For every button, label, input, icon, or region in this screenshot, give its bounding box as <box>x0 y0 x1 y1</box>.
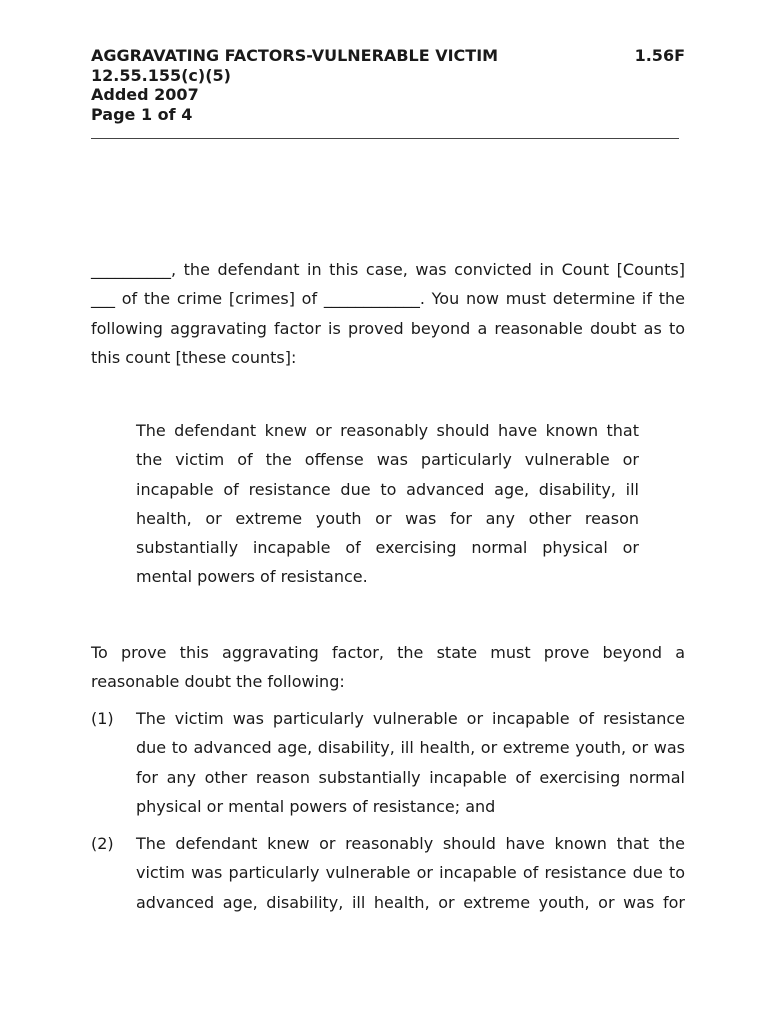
instruction-title: AGGRAVATING FACTORS-VULNERABLE VICTIM <box>91 46 499 65</box>
list-item-number: (2) <box>91 834 114 853</box>
statute-reference: 12.55.155(c)(5) <box>91 65 231 85</box>
added-date: Added 2007 <box>91 85 199 104</box>
list-item-number: (1) <box>91 709 114 728</box>
header-divider <box>91 138 679 139</box>
instruction-number: 1.56F <box>634 46 685 65</box>
list-item-text: The defendant knew or reasonably should have known that the victim was particularly vulnerable or incapable of resistance due to advanced age, disability, ill health, or extreme youth, or was for <box>136 834 685 912</box>
prove-intro-paragraph: To prove this aggravating factor, the state must prove beyond a reasonable doubt the following: <box>91 643 685 692</box>
aggravating-factor-quote: The defendant knew or reasonably should have known that the victim of the offense was particularly vulnerable or incapable of resistance due to advanced age, disability, ill health, or extreme youth or was for any other reason substantially incapable of exercising normal physical or mental powers of resistance. <box>136 421 639 587</box>
page-indicator: Page 1 of 4 <box>91 104 193 124</box>
list-item-text: The victim was particularly vulnerable or incapable of resistance due to advanced age, disability, ill health, or extreme youth, or was for any other reason substantially incapable of exercising normal physical or mental powers of resistance; and <box>136 709 685 816</box>
page-header <box>91 46 685 124</box>
intro-paragraph: __________, the defendant in this case, was convicted in Count [Counts] ___ of the crime [crimes] of ____________. You now must determine if the following aggravating factor is proved beyond a reasonable doubt as to this count [these counts]: <box>91 260 685 367</box>
header-title-row <box>91 46 685 66</box>
